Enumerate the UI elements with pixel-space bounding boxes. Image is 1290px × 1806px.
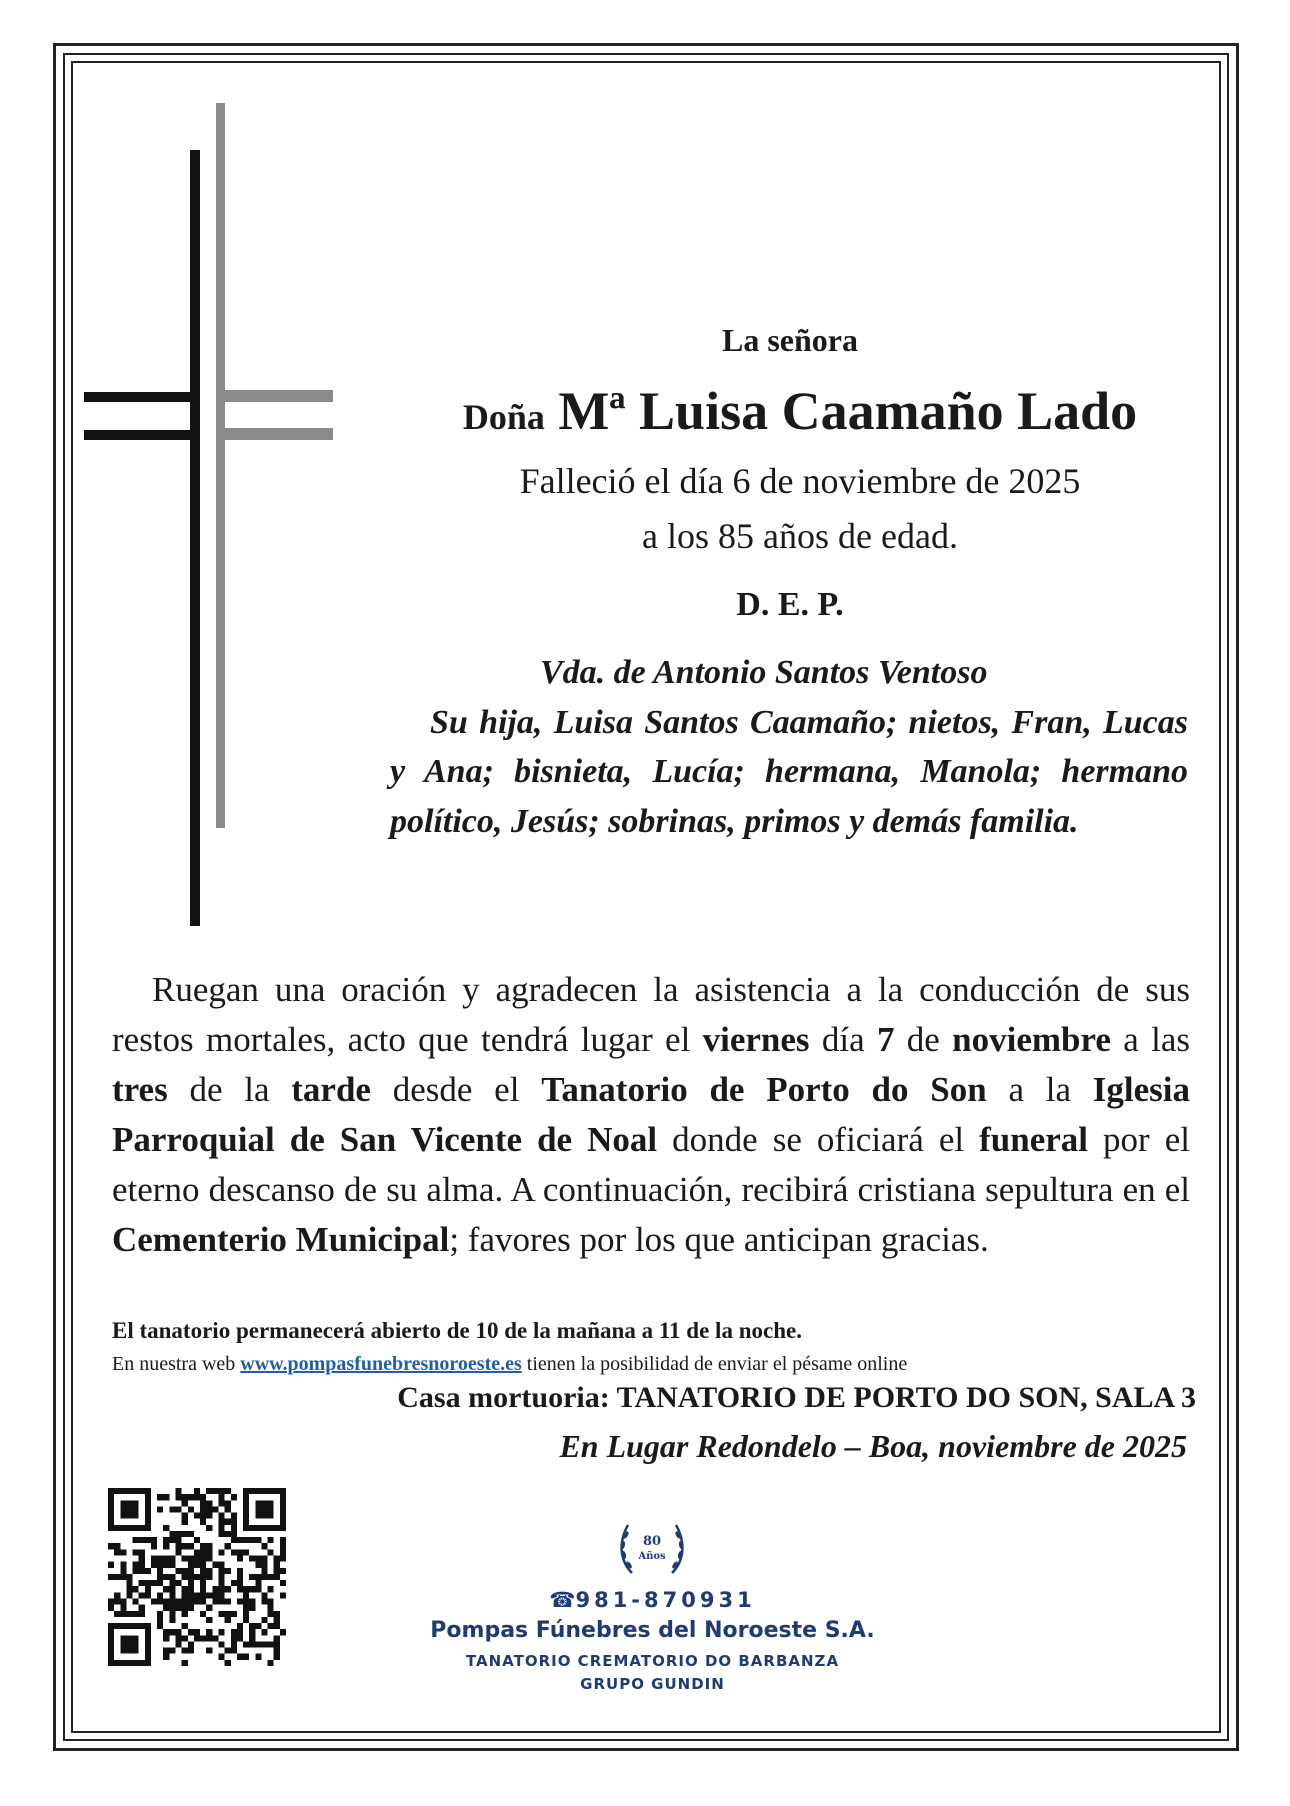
- name-text: Mª Luisa Caamaño Lado: [558, 381, 1138, 441]
- company-name: Pompas Fúnebres del Noroeste S.A.: [430, 1618, 875, 1643]
- cross-gray-vertical: [216, 103, 225, 828]
- casa-mortuoria: Casa mortuoria: TANATORIO DE PORTO DO SON, SALA 3: [397, 1381, 1196, 1414]
- body-bold: Tanatorio de Porto do Son: [541, 1070, 987, 1109]
- relatives-list: Su hija, Luisa Santos Caamaño; nietos, Fran, Lucas y Ana; bisnieta, Lucía; hermana, Manola; hermano político, Jesús; sobrinas, primos y demás familia.: [390, 703, 1188, 840]
- body-text: Ruegan una oración y agradecen la asistencia a la conducción de sus restos mortales, acto que tendrá lugar el: [112, 970, 1190, 1059]
- body-bold: Cementerio Municipal: [112, 1220, 450, 1259]
- body-bold: Iglesia Parroquial de San Vicente de Noal: [112, 1070, 1190, 1159]
- badge-text: Años: [638, 1551, 666, 1562]
- border-inner: [71, 61, 1221, 1733]
- cross-black-bar-top: [84, 392, 190, 402]
- death-date-line: Falleció el día 6 de noviembre de 2025: [519, 461, 1081, 501]
- cross-gray-bar-bottom: [225, 428, 333, 440]
- body-text: día: [809, 1020, 877, 1059]
- body-bold: viernes: [702, 1020, 810, 1059]
- website-link[interactable]: www.pompasfunebresnoroeste.es: [240, 1353, 522, 1375]
- body-bold: noviembre: [952, 1020, 1111, 1059]
- body-text: de la: [167, 1070, 292, 1109]
- rip-text: D. E. P.: [736, 586, 844, 623]
- cross-black-bar-bottom: [84, 430, 190, 440]
- badge-number: 80: [642, 1534, 662, 1549]
- company-line-1: TANATORIO CREMATORIO DO BARBANZA: [465, 1652, 840, 1670]
- phone-icon: ☎: [549, 1588, 576, 1612]
- family-block: [390, 648, 1188, 846]
- qr-code-icon[interactable]: [108, 1488, 286, 1666]
- phone-number[interactable]: 981-870931: [575, 1588, 756, 1612]
- body-bold: tres: [112, 1070, 168, 1109]
- place-date: En Lugar Redondelo – Boa, noviembre de 2025: [559, 1428, 1187, 1464]
- web-prefix: En nuestra web: [112, 1353, 241, 1375]
- anniversary-laurel-icon: [614, 1515, 690, 1579]
- body-text: desde el: [370, 1070, 542, 1109]
- body-text: de: [894, 1020, 953, 1059]
- body-bold: 7: [876, 1020, 895, 1059]
- widow-of: Vda. de Antonio Santos Ventoso: [540, 654, 988, 691]
- body-bold: tarde: [291, 1070, 371, 1109]
- body-text: donde se oficiará el: [657, 1120, 980, 1159]
- body-text: por el eterno descanso de su alma. A continuación, recibirá cristiana sepultura en el: [112, 1120, 1191, 1209]
- age-line: a los 85 años de edad.: [642, 516, 958, 556]
- cross-gray-bar-top: [225, 390, 333, 402]
- cross-black-vertical: [190, 150, 200, 926]
- body-text: ; favores por los que anticipan gracias.: [449, 1220, 989, 1259]
- body-bold: funeral: [979, 1120, 1089, 1159]
- name-prefix: Doña: [462, 397, 545, 437]
- web-suffix: tienen la posibilidad de enviar el pésame online: [521, 1353, 908, 1375]
- funeral-announcement: [112, 965, 1190, 1265]
- body-text: a las: [1110, 1020, 1190, 1059]
- phone-line: [440, 1588, 865, 1612]
- deceased-name: [380, 380, 1220, 442]
- hours-note: El tanatorio permanecerá abierto de 10 de la mañana a 11 de la noche.: [112, 1318, 802, 1343]
- web-note: [112, 1353, 907, 1376]
- body-text: a la: [986, 1070, 1093, 1109]
- salutation: La señora: [722, 322, 858, 358]
- company-line-2: GRUPO GUNDIN: [580, 1675, 725, 1693]
